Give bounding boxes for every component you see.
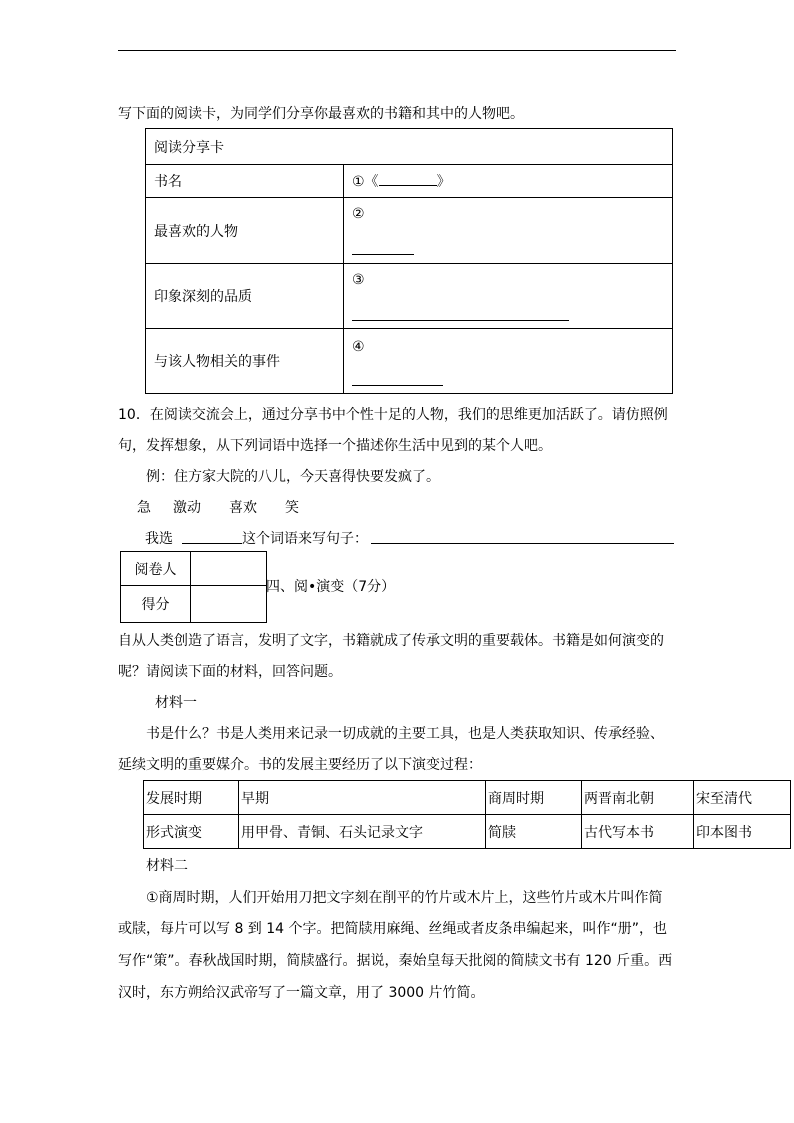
circled-3: ③ — [352, 272, 365, 288]
score-label: 得分 — [121, 586, 191, 623]
table-cell: 宋至清代 — [694, 781, 791, 815]
reviewer-cell[interactable] — [191, 552, 267, 586]
material1-line1: 书是什么？书是人类用来记录一切成就的主要工具，也是人类获取知识、传承经验、 — [146, 726, 664, 742]
table-cell: 印本图书 — [694, 815, 791, 849]
table-cell: 用甲骨、青铜、石头记录文字 — [239, 815, 486, 849]
word-1: 急 — [137, 500, 151, 516]
material2-line2: 或牍，每片可以写 8 到 14 个字。把简牍用麻绳、丝绳或者皮条串编起来，叫作“册”，也 — [118, 921, 668, 937]
circled-4: ④ — [352, 339, 365, 355]
header-rule — [118, 50, 676, 51]
word-2: 激动 — [173, 500, 201, 516]
reviewer-label: 阅卷人 — [121, 552, 191, 586]
table-cell: 发展时期 — [144, 781, 239, 815]
word-3: 喜欢 — [229, 500, 257, 516]
sentence-blank[interactable] — [371, 543, 674, 544]
table-cell: 早期 — [239, 781, 486, 815]
card-field-book[interactable] — [344, 165, 673, 198]
card-field-character[interactable] — [344, 198, 673, 264]
chosen-word-blank[interactable] — [182, 543, 242, 544]
word-4: 笑 — [285, 500, 299, 516]
card-label-quality: 印象深刻的品质 — [146, 264, 344, 329]
para1-line2: 呢？请阅读下面的材料，回答问题。 — [118, 664, 342, 680]
choose-suffix: 这个词语来写句子： — [242, 531, 368, 547]
table-cell: 商周时期 — [486, 781, 582, 815]
character-blank[interactable] — [352, 254, 414, 255]
material2-line1: ①商周时期，人们开始用刀把文字刻在削平的竹片或木片上，这些竹片或木片叫作简 — [146, 890, 663, 906]
table-cell: 形式演变 — [144, 815, 239, 849]
circled-2: ② — [352, 206, 365, 222]
reading-card — [145, 128, 673, 394]
card-title: 阅读分享卡 — [146, 129, 673, 165]
material1-title: 材料一 — [155, 695, 197, 711]
quality-blank[interactable] — [352, 320, 569, 321]
table-cell: 两晋南北朝 — [582, 781, 694, 815]
section-title: 四、阅•演变（7分） — [266, 579, 396, 595]
material2-title: 材料二 — [146, 858, 188, 874]
score-box — [120, 551, 267, 623]
material2-line3: 写作“策”。春秋战国时期，简牍盛行。据说，秦始皇每天批阅的简牍文书有 120 斤重。西 — [118, 953, 673, 969]
book-evolution-table — [143, 780, 791, 849]
table-cell: 古代写本书 — [582, 815, 694, 849]
card-field-quality[interactable] — [344, 264, 673, 329]
book-blank[interactable] — [379, 171, 437, 186]
score-cell[interactable] — [191, 586, 267, 623]
table-cell: 简牍 — [486, 815, 582, 849]
book-end-mark: 》 — [436, 174, 451, 190]
intro-text: 写下面的阅读卡，为同学们分享你最喜欢的书籍和其中的人物吧。 — [118, 106, 524, 122]
event-blank[interactable] — [352, 385, 443, 386]
q10-example: 例：住方家大院的八儿，今天喜得快要发疯了。 — [146, 469, 440, 485]
card-label-book: 书名 — [146, 165, 344, 198]
q10-line2: 句，发挥想象，从下列词语中选择一个描述你生活中见到的某个人吧。 — [118, 438, 552, 454]
choose-prefix: 我选 — [145, 531, 173, 547]
card-label-character: 最喜欢的人物 — [146, 198, 344, 264]
material2-line4: 汉时，东方朔给汉武帝写了一篇文章，用了 3000 片竹简。 — [118, 985, 485, 1001]
circled-1: ①《 — [352, 174, 379, 190]
card-field-event[interactable] — [344, 329, 673, 394]
card-label-event: 与该人物相关的事件 — [146, 329, 344, 394]
para1-line1: 自从人类创造了语言，发明了文字，书籍就成了传承文明的重要载体。书籍是如何演变的 — [118, 633, 664, 649]
q10-line1: 10．在阅读交流会上，通过分享书中个性十足的人物，我们的思维更加活跃了。请仿照例 — [118, 407, 668, 423]
material1-line2: 延续文明的重要媒介。书的发展主要经历了以下演变过程： — [118, 757, 482, 773]
